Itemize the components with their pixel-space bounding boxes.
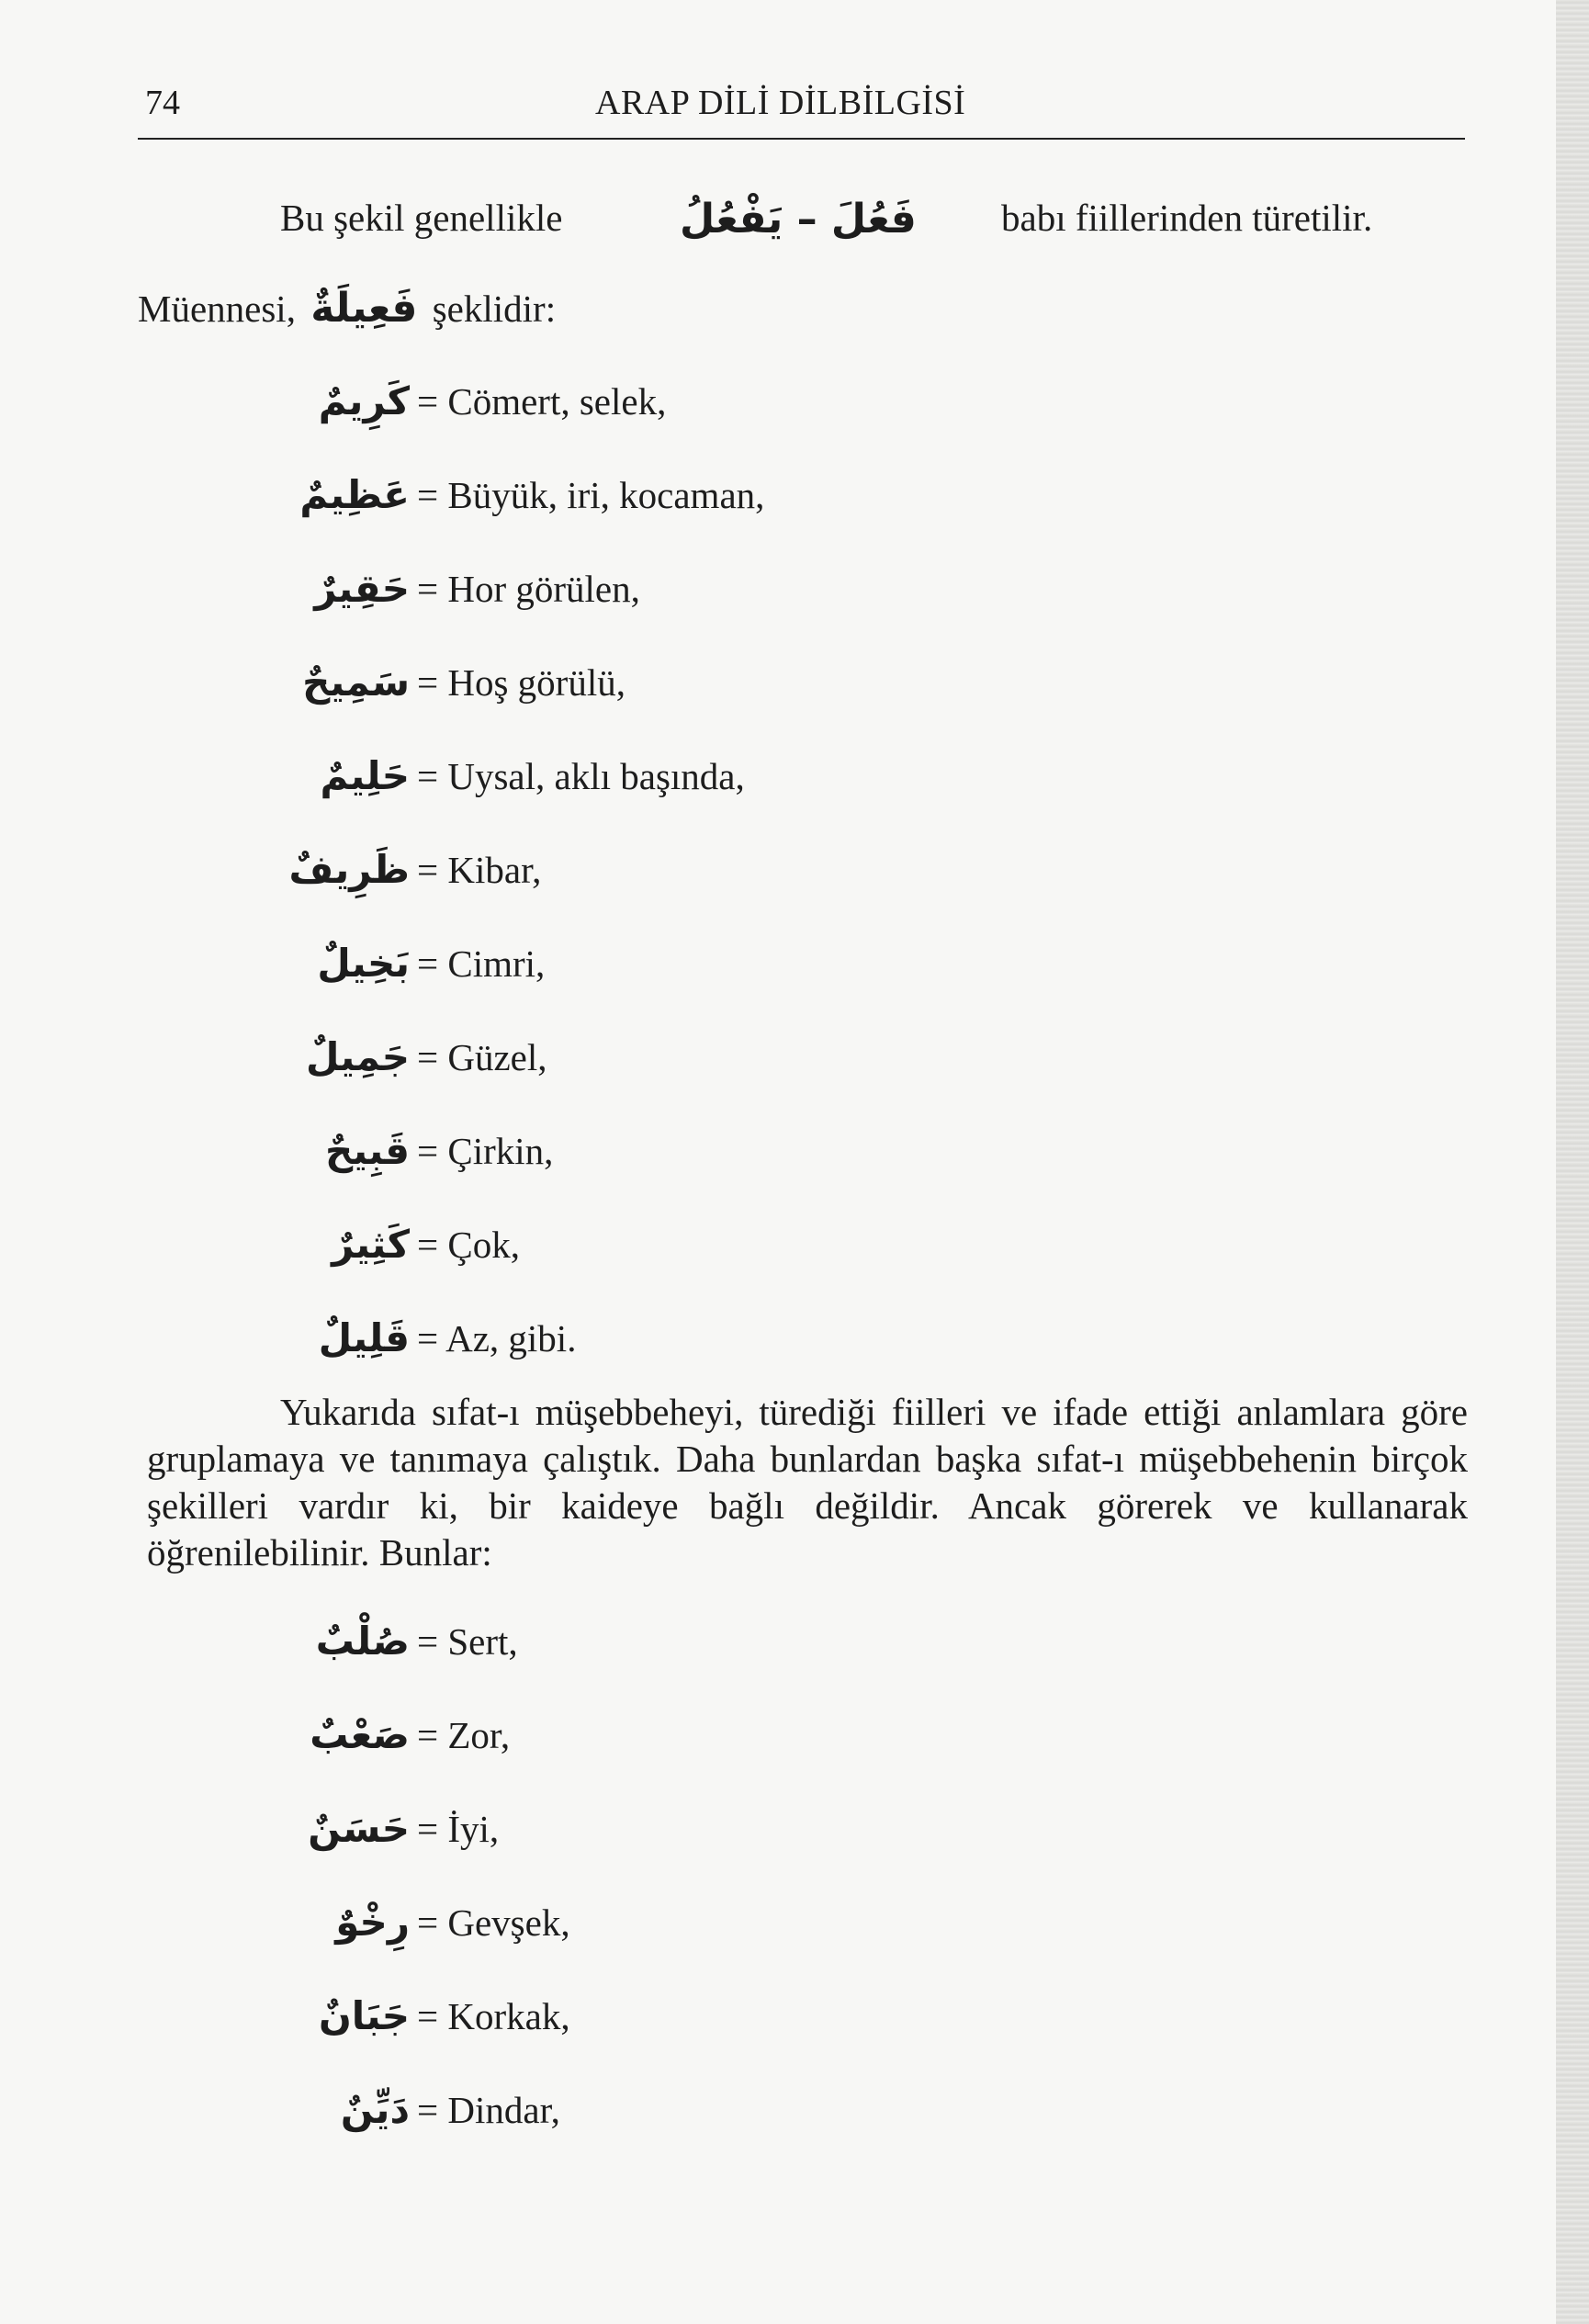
- page-number: 74: [145, 84, 180, 122]
- vocabulary-entry: [301, 472, 764, 517]
- body-paragraph: [147, 1389, 1468, 1576]
- vocabulary-entry: [301, 1315, 576, 1360]
- turkish-meaning: = Hoş görülü,: [417, 661, 625, 704]
- vocabulary-entry: [301, 2087, 560, 2132]
- vocabulary-entry: [301, 566, 640, 611]
- vocabulary-entry: [301, 1034, 547, 1079]
- vocabulary-entry: [301, 1900, 570, 1945]
- running-title: ARAP DİLİ DİLBİLGİSİ: [595, 84, 966, 122]
- turkish-meaning: = Zor,: [417, 1714, 511, 1756]
- vocabulary-entry: [301, 1806, 499, 1851]
- vocabulary-entry: [288, 847, 542, 892]
- arabic-word: جَبَانٌ: [318, 1993, 410, 2038]
- turkish-meaning: = Cimri,: [417, 942, 546, 985]
- arabic-word: ظَرِيفٌ: [288, 847, 410, 892]
- page-edge-shadow: [1556, 0, 1589, 2324]
- intro-line-2: [138, 285, 556, 332]
- vocabulary-entry: [301, 941, 545, 986]
- intro-arabic-pattern: فَعُلَ – يَفْعُلُ: [680, 196, 917, 243]
- turkish-meaning: = Dindar,: [417, 2089, 560, 2131]
- turkish-meaning: = Sert,: [417, 1620, 518, 1663]
- arabic-word: بَخِيلٌ: [317, 941, 410, 986]
- turkish-meaning: = Hor görülen,: [417, 568, 640, 610]
- turkish-meaning: = Çirkin,: [417, 1130, 554, 1172]
- arabic-word: حَسَنٌ: [308, 1806, 410, 1851]
- vocabulary-entry: [301, 1128, 553, 1173]
- paragraph-text: Yukarıda sıfat-ı müşebbeheyi, türediği fiilleri ve ifade ettiği anlamlara göre gruplamaya ve tanımaya çalıştık. Daha bunlardan başka sıfat-ı müşebbehenin birçok şekilleri vardır ki, bir kaideye bağlı değildir. Ancak görerek ve kullanarak öğrenilebilinir. Bunlar:: [147, 1391, 1468, 1574]
- feminine-after: şeklidir:: [432, 288, 557, 330]
- turkish-meaning: = Büyük, iri, kocaman,: [417, 474, 765, 516]
- arabic-word: صَعْبٌ: [310, 1712, 410, 1757]
- arabic-word: عَظِيمٌ: [299, 472, 410, 517]
- arabic-word: قَلِيلٌ: [318, 1315, 410, 1360]
- arabic-word: صُلْبٌ: [315, 1619, 410, 1664]
- turkish-meaning: = Cömert, selek,: [417, 380, 667, 423]
- turkish-meaning: = Uysal, aklı başında,: [417, 755, 745, 797]
- page-header: [138, 83, 1465, 140]
- turkish-meaning: = Az, gibi.: [417, 1317, 577, 1359]
- turkish-meaning: = Kibar,: [417, 849, 542, 891]
- arabic-word: كَرِيمٌ: [318, 378, 410, 423]
- vocabulary-entry: [301, 753, 745, 798]
- intro-text-before: Bu şekil genellikle: [280, 197, 563, 239]
- vocabulary-entry: [301, 1712, 510, 1757]
- arabic-word: قَبِيحٌ: [324, 1128, 410, 1173]
- arabic-word: حَلِيمٌ: [320, 753, 410, 798]
- turkish-meaning: = Gevşek,: [417, 1901, 570, 1944]
- vocabulary-entry: [301, 660, 625, 705]
- intro-text-after: babı fiillerinden türetilir.: [1001, 197, 1373, 239]
- vocabulary-entry: [301, 1619, 518, 1664]
- feminine-label: Müennesi,: [138, 288, 296, 330]
- vocabulary-entry: [301, 378, 666, 423]
- turkish-meaning: = Korkak,: [417, 1995, 570, 2037]
- feminine-arabic: فَعِيلَةٌ: [310, 285, 418, 332]
- turkish-meaning: = Güzel,: [417, 1036, 547, 1078]
- arabic-word: جَمِيلٌ: [305, 1034, 410, 1079]
- turkish-meaning: = İyi,: [417, 1808, 500, 1850]
- arabic-word: سَمِيحٌ: [302, 660, 410, 705]
- arabic-word: حَقِيرٌ: [314, 566, 410, 611]
- arabic-word: دَيِّنٌ: [340, 2087, 410, 2132]
- arabic-word: كَثِيرٌ: [332, 1222, 410, 1267]
- turkish-meaning: = Çok,: [417, 1224, 520, 1266]
- arabic-word: رِخْوٌ: [335, 1900, 410, 1945]
- vocabulary-entry: [301, 1222, 520, 1267]
- vocabulary-entry: [301, 1993, 570, 2038]
